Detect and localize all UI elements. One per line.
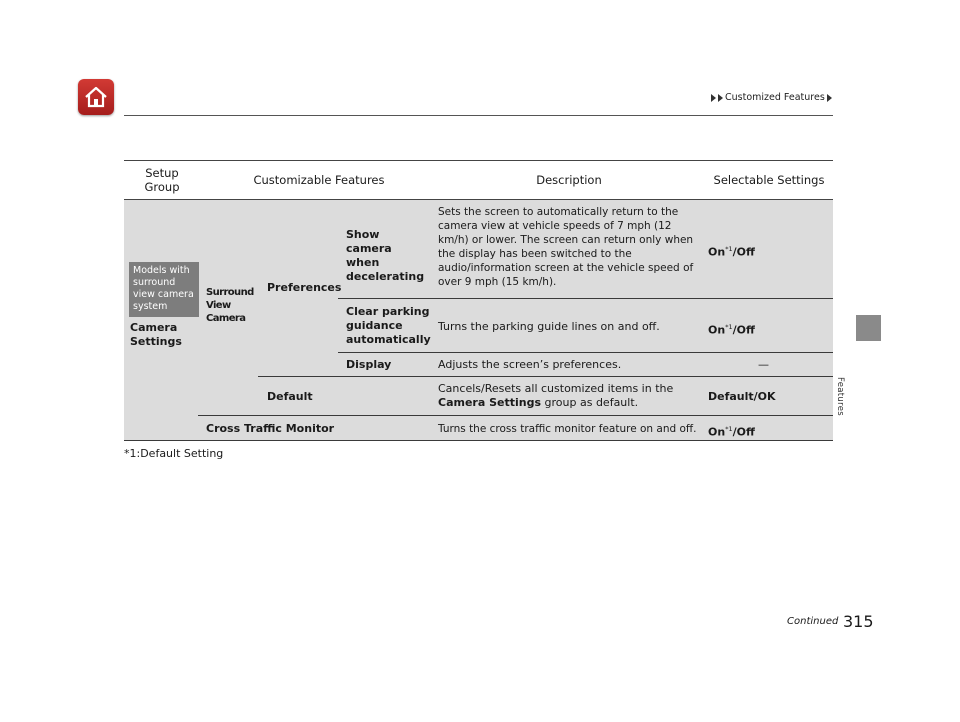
description-default-pre: Cancels/Resets all customized items in the [438,382,674,395]
setting-off: /Off [732,425,755,439]
row-separator [198,415,833,416]
description-default-post: group as default. [541,396,639,409]
chevron-right-icon [711,94,716,102]
default-mark: *1 [725,245,733,253]
description-clear-parking: Turns the parking guide lines on and off. [438,320,660,333]
group-camera-settings: Camera Settings [130,321,182,348]
section-tab-marker [856,315,881,341]
preferences-label: Preferences [267,281,342,294]
home-icon [83,85,109,109]
default-mark: *1 [725,425,733,433]
setting-off: /Off [732,245,755,259]
description-default [438,382,698,410]
setting-on: On [708,323,726,337]
setting-show-camera [708,242,755,260]
home-button[interactable] [78,79,114,115]
table-bottom-rule [124,440,833,441]
feature-show-camera: Show camera when decelerating [346,228,425,283]
chevron-right-icon [718,94,723,102]
row-separator [338,352,833,353]
setting-cross-traffic [708,422,755,440]
header-settings: Selectable Settings [713,173,825,187]
header-features: Customizable Features [253,173,385,187]
model-badge: Models with surround view camera system [129,262,199,317]
feature-clear-parking: Clear parking guidance automatically [346,305,431,346]
setting-display: — [758,358,769,371]
setting-clear-parking [708,320,755,338]
header-description: Description [536,173,602,187]
description-cross-traffic: Turns the cross traffic monitor feature on and off. [438,423,697,435]
breadcrumb [711,92,832,103]
chevron-right-icon [827,94,832,102]
feature-default: Default [267,390,313,403]
feature-cross-traffic: Cross Traffic Monitor [206,422,335,435]
page-number: 315 [843,612,874,631]
footnote: *1:Default Setting [124,447,224,460]
subgroup-surround-view-camera: Surround View Camera [206,287,254,324]
header-rule [124,115,833,116]
header-top-rule [124,160,833,161]
setting-off: /Off [732,323,755,337]
setting-default: Default/OK [708,390,776,403]
description-default-bold: Camera Settings [438,396,542,409]
breadcrumb-label[interactable]: Customized Features [725,92,825,103]
setting-on: On [708,425,726,439]
default-mark: *1 [725,323,733,331]
description-show-camera: Sets the screen to automatically return to the camera view at vehicle speeds of 7 mph (12 km/h) or lower. The screen can return only when the display has been switched to the audio/information screen at the vehicle speed of over 9 mph (15 km/h). [438,206,694,288]
setting-on: On [708,245,726,259]
section-tab-label: Features [835,377,845,416]
continued-label: Continued [787,616,839,627]
description-display: Adjusts the screen’s preferences. [438,358,622,371]
header-setup-group: Setup Group [144,166,180,194]
feature-display: Display [346,358,392,371]
row-separator [258,376,833,377]
row-separator [338,298,833,299]
